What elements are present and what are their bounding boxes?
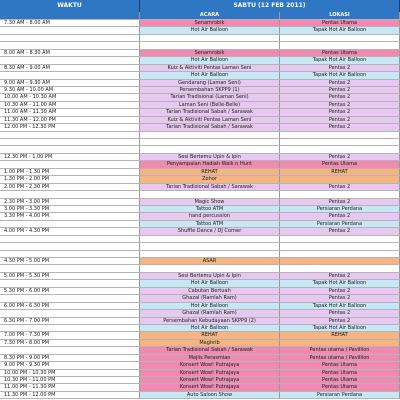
location-cell: Pentas 2 [280, 273, 400, 279]
activity-cell: Konsert Wow! Putrajaya [140, 370, 280, 376]
time-cell: 2.00 PM - 2.30 PM [0, 184, 140, 190]
activity-cell: Tarian Tradisional (Laman Seni) [140, 94, 280, 100]
activity-cell: Senamrobik [140, 50, 280, 56]
table-row [0, 191, 400, 198]
activity-cell: Senamrobik [140, 20, 280, 26]
activity-cell: Tattoo ATM [140, 206, 280, 212]
time-cell: 3.30 PM - 4.00 PM [0, 213, 140, 219]
time-cell: 10.00 PM - 10.30 PM [0, 370, 140, 376]
location-cell: Pentas 2 [280, 94, 400, 100]
activity-cell: Cabutan Bertuah [140, 288, 280, 294]
time-cell: 9.00 PM - 9.30 PM [0, 362, 140, 368]
location-cell [280, 139, 400, 145]
location-cell [280, 340, 400, 346]
location-column-header: LOKASI [280, 12, 400, 19]
table-row [0, 384, 400, 391]
activity-cell: Konsert Wow! Putrajaya [140, 384, 280, 390]
table-row [0, 117, 400, 124]
location-cell: Pentas 2 [280, 154, 400, 160]
table-row [0, 65, 400, 72]
location-cell: Pentas 2 [280, 310, 400, 316]
table-row [0, 161, 400, 168]
table-row [0, 176, 400, 183]
time-cell [0, 265, 140, 271]
activity-column-header: ACARA [140, 12, 280, 19]
time-cell: 1.00 PM - 1.30 PM [0, 169, 140, 175]
location-cell: Tapak Hot Air Balloon [280, 27, 400, 33]
location-cell: Pentas 2 [280, 65, 400, 71]
table-row [0, 377, 400, 384]
table-row [0, 57, 400, 64]
time-cell: 8.30 AM - 9.00 AM [0, 65, 140, 71]
location-cell: Tapak Hot Air Balloon [280, 57, 400, 63]
table-row [0, 318, 400, 325]
activity-cell [140, 251, 280, 257]
table-row [0, 392, 400, 399]
location-cell [280, 258, 400, 264]
location-cell: Pentas 2 [280, 80, 400, 86]
time-cell [0, 57, 140, 63]
table-row [0, 35, 400, 42]
time-cell: 8.00 AM - 8.30 AM [0, 50, 140, 56]
location-cell: Tapak Hot Air Balloon [280, 280, 400, 286]
table-row [0, 332, 400, 339]
location-cell [280, 146, 400, 152]
location-cell [280, 176, 400, 182]
time-cell: 10.30 AM - 11.00 AM [0, 102, 140, 108]
table-row [0, 340, 400, 347]
activity-cell: Tarian Tradisional Sabah / Sarawak [140, 347, 280, 353]
table-row [0, 265, 400, 272]
time-cell: 6.30 PM - 7.00 PM [0, 318, 140, 324]
time-cell [0, 146, 140, 152]
activity-cell: Maghrib [140, 340, 280, 346]
table-row [0, 132, 400, 139]
activity-cell: Auto Saloon Show [140, 392, 280, 398]
time-cell [0, 221, 140, 227]
table-row [0, 102, 400, 109]
location-cell: Pentas utama / Pavillion [280, 355, 400, 361]
location-cell: Persiaran Perdana [280, 206, 400, 212]
activity-cell: Tattoo ATM [140, 221, 280, 227]
table-row [0, 347, 400, 354]
table-row [0, 258, 400, 265]
time-cell: 6.00 PM - 6.30 PM [0, 303, 140, 309]
time-cell: 9.00 AM - 9.30 AM [0, 80, 140, 86]
time-cell [0, 72, 140, 78]
location-cell [280, 265, 400, 271]
table-row [0, 206, 400, 213]
time-cell: 10.30 PM - 11.00 PM [0, 377, 140, 383]
location-cell: Pentas 2 [280, 124, 400, 130]
activity-cell: Majlis Perasmian [140, 355, 280, 361]
time-cell: 4.30 PM - 5.00 PM [0, 258, 140, 264]
location-cell: Pentas 2 [280, 318, 400, 324]
time-cell [0, 347, 140, 353]
schedule-table [0, 12, 400, 399]
time-cell [0, 132, 140, 138]
time-cell [0, 27, 140, 33]
table-row [0, 27, 400, 34]
time-cell: 5.00 PM - 5.30 PM [0, 273, 140, 279]
activity-cell: Kuiz & Aktiviti Pentas Laman Seni [140, 117, 280, 123]
location-cell: Pentas Utama [280, 377, 400, 383]
time-cell: 4.00 PM - 4.30 PM [0, 228, 140, 234]
location-cell [280, 132, 400, 138]
table-row [0, 288, 400, 295]
table-row [0, 94, 400, 101]
time-cell [0, 295, 140, 301]
time-cell: 3.00 PM - 3.30 PM [0, 206, 140, 212]
activity-cell [140, 139, 280, 145]
location-cell: Pentas Utama [280, 20, 400, 26]
column-subheader-row [0, 12, 400, 20]
table-row [0, 280, 400, 287]
activity-cell: ASAR [140, 258, 280, 264]
time-cell: 11.30 PM - 12.00 PM [0, 392, 140, 398]
location-cell: Pentas Utama [280, 362, 400, 368]
location-cell [280, 236, 400, 242]
table-row [0, 236, 400, 243]
location-cell: Pentas 2 [280, 109, 400, 115]
table-row [0, 213, 400, 220]
time-cell [0, 161, 140, 167]
location-cell: Pentas 2 [280, 117, 400, 123]
activity-cell: Tarian Tradisional Sabah / Sarawak [140, 124, 280, 130]
time-cell: 10.00 AM - 10.30 AM [0, 94, 140, 100]
activity-cell: Hot Air Balloon [140, 27, 280, 33]
activity-cell: Shuffle Dance / DJ Corner [140, 228, 280, 234]
location-cell: Pentas 2 [280, 184, 400, 190]
date-header: SABTU (12 FEB 2011) [140, 0, 400, 12]
table-row [0, 50, 400, 57]
location-cell: Pentas utama / Pavillion [280, 347, 400, 353]
activity-cell: hand percussion [140, 213, 280, 219]
location-cell: Tapak Hot Air Balloon [280, 325, 400, 331]
activity-cell: Sesi Bertemu Upin & Ipin [140, 273, 280, 279]
table-row [0, 325, 400, 332]
activity-cell [140, 146, 280, 152]
time-cell: 12.00 PM - 12.30 PM [0, 124, 140, 130]
location-cell: Tapak Hot Air Balloon [280, 72, 400, 78]
time-cell: 8.30 PM - 9.00 PM [0, 355, 140, 361]
location-cell: REHAT [280, 332, 400, 338]
activity-cell [140, 265, 280, 271]
time-cell [0, 280, 140, 286]
table-row [0, 169, 400, 176]
activity-cell [140, 35, 280, 41]
location-cell: Pentas 2 [280, 295, 400, 301]
table-row [0, 184, 400, 191]
table-row [0, 273, 400, 280]
location-cell: Persiaran Perdana [280, 392, 400, 398]
time-column-header: WAKTU [0, 0, 140, 12]
location-cell: Pentas 2 [280, 199, 400, 205]
location-cell: Tapak Hot Air Balloon [280, 303, 400, 309]
activity-cell: Hot Air Balloon [140, 303, 280, 309]
time-cell: 7.30 PM - 8.00 PM [0, 340, 140, 346]
time-cell: 7.00 PM - 7.30 PM [0, 332, 140, 338]
table-row [0, 303, 400, 310]
activity-cell: Persembahan SKPP9 (1) [140, 87, 280, 93]
table-row [0, 139, 400, 146]
table-row [0, 42, 400, 49]
location-cell: Pentas Utama [280, 50, 400, 56]
activity-cell: Tarian Tradisional Sabah / Sarawak [140, 109, 280, 115]
table-row [0, 243, 400, 250]
table-row [0, 72, 400, 79]
activity-cell: Persembahan Kebudayaan SKPP9 (2) [140, 318, 280, 324]
table-row [0, 146, 400, 153]
activity-cell: REHAT [140, 169, 280, 175]
location-cell: Pentas 2 [280, 228, 400, 234]
activity-cell: Hot Air Balloon [140, 72, 280, 78]
time-cell: 7.30 AM - 8.00 AM [0, 20, 140, 26]
activity-cell: Hot Air Balloon [140, 280, 280, 286]
location-cell [280, 42, 400, 48]
activity-cell: Ghazal (Ramlah Ram) [140, 295, 280, 301]
time-cell: 12.30 PM - 1.00 PM [0, 154, 140, 160]
activity-cell: Kuiz & Aktiviti Pentas Laman Seni [140, 65, 280, 71]
time-cell [0, 310, 140, 316]
table-row [0, 362, 400, 369]
activity-cell: Konsert Wow! Putrajaya [140, 362, 280, 368]
location-cell: REHAT [280, 169, 400, 175]
activity-cell: Magic Show [140, 199, 280, 205]
table-row [0, 154, 400, 161]
time-cell: 9.30 AM - 10.00 AM [0, 87, 140, 93]
location-cell: Pentas 2 [280, 288, 400, 294]
location-cell [280, 251, 400, 257]
time-cell: 2.30 PM - 3.00 PM [0, 199, 140, 205]
table-row [0, 228, 400, 235]
location-cell: Pentas Utama [280, 161, 400, 167]
location-cell [280, 243, 400, 249]
activity-cell [140, 243, 280, 249]
location-cell: Pentas 2 [280, 213, 400, 219]
time-cell [0, 325, 140, 331]
location-cell: Pentas 2 [280, 87, 400, 93]
time-cell: 11.30 AM - 12.00 PM [0, 117, 140, 123]
activity-cell: Penyampaian Hadiah Walk n Hunt [140, 161, 280, 167]
activity-cell: Konsert Wow! Putrajaya [140, 377, 280, 383]
time-cell [0, 139, 140, 145]
location-cell: Persiaran Perdana [280, 221, 400, 227]
activity-cell: Sesi Bertemu Upin & Ipin [140, 154, 280, 160]
activity-cell [140, 132, 280, 138]
table-row [0, 80, 400, 87]
time-cell [0, 236, 140, 242]
location-cell: Pentas Utama [280, 370, 400, 376]
time-cell: 11.00 AM - 11.30 AM [0, 109, 140, 115]
location-cell: Pentas Utama [280, 384, 400, 390]
activity-cell: Hot Air Balloon [140, 325, 280, 331]
table-row [0, 20, 400, 27]
table-row [0, 109, 400, 116]
time-cell [0, 35, 140, 41]
table-row [0, 295, 400, 302]
activity-cell: Laman Seni (Belle-Belle) [140, 102, 280, 108]
table-row [0, 221, 400, 228]
activity-cell [140, 42, 280, 48]
activity-cell [140, 236, 280, 242]
time-cell [0, 243, 140, 249]
table-row [0, 310, 400, 317]
table-row [0, 370, 400, 377]
activity-cell: Zohor [140, 176, 280, 182]
location-cell: Pentas 2 [280, 102, 400, 108]
time-cell [0, 42, 140, 48]
time-cell: 5.30 PM - 6.00 PM [0, 288, 140, 294]
table-row [0, 355, 400, 362]
time-cell [0, 191, 140, 197]
activity-cell: Hot Air Balloon [140, 57, 280, 63]
activity-cell [140, 191, 280, 197]
table-row [0, 199, 400, 206]
time-subheader-blank [0, 12, 140, 19]
time-cell: 1.30 PM - 2.00 PM [0, 176, 140, 182]
activity-cell: Gendarang (Laman Seni) [140, 80, 280, 86]
location-cell [280, 35, 400, 41]
table-row [0, 87, 400, 94]
time-cell [0, 251, 140, 257]
activity-cell: Tarian Tradisional Sabah / Sarawak [140, 184, 280, 190]
location-cell [280, 191, 400, 197]
activity-cell: Ghazal (Ramlah Ram) [140, 310, 280, 316]
table-row [0, 251, 400, 258]
activity-cell: REHAT [140, 332, 280, 338]
time-cell: 11.00 PM - 11.30 PM [0, 384, 140, 390]
table-row [0, 124, 400, 131]
